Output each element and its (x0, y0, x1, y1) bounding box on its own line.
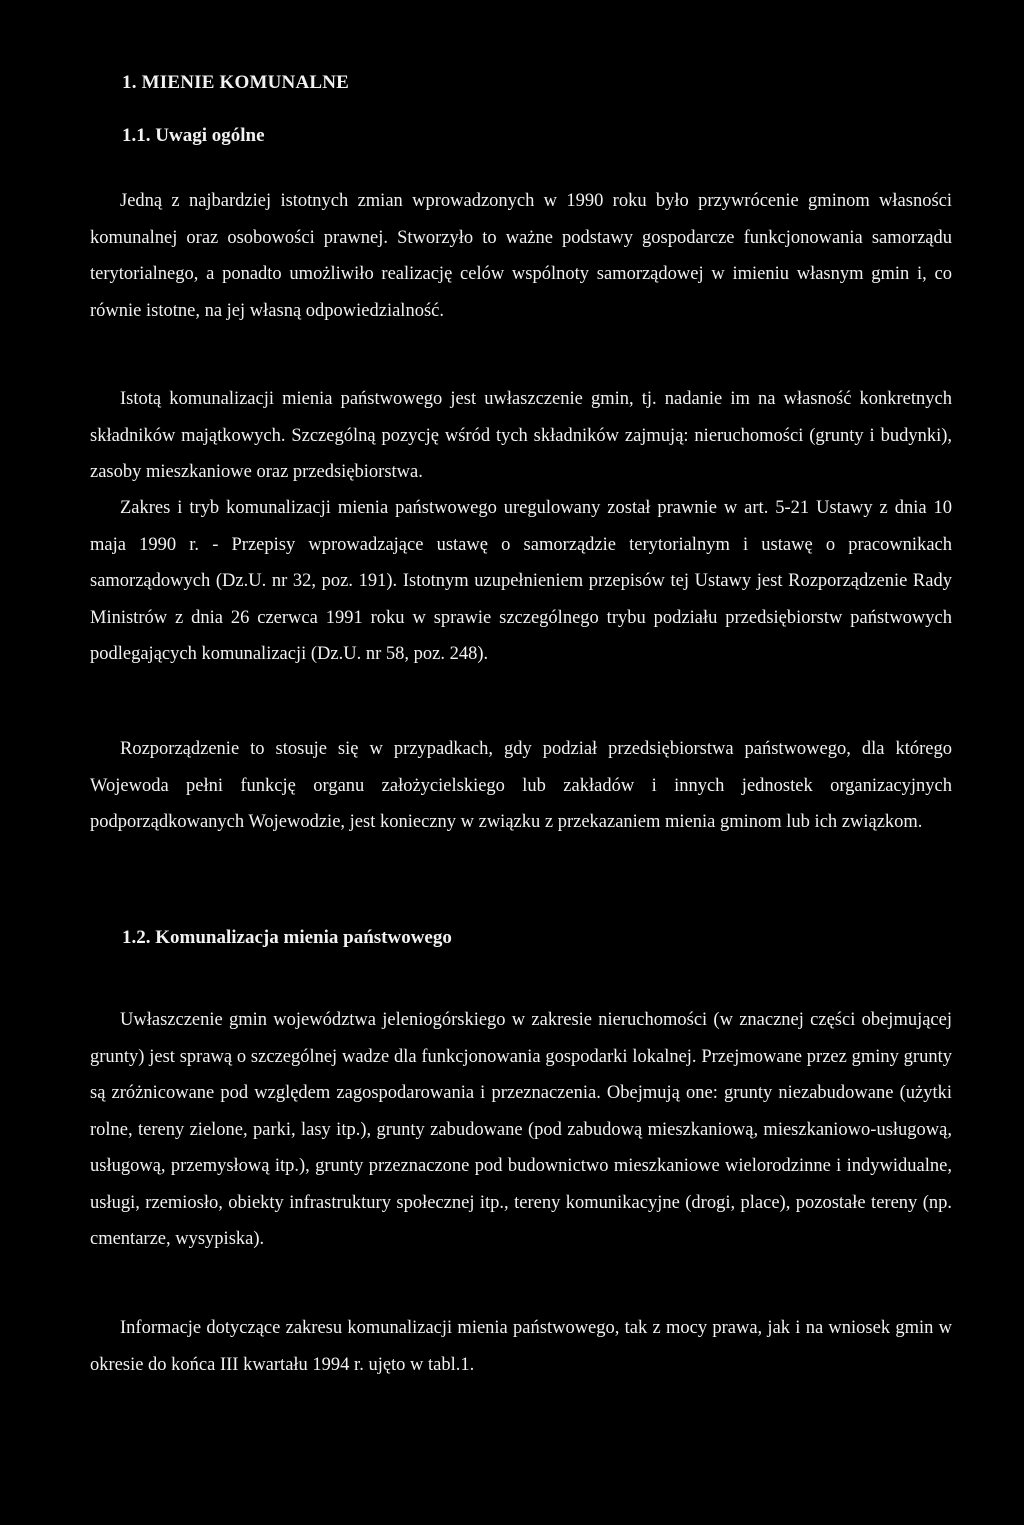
paragraph-regulation-scope: Rozporządzenie to stosuje się w przypadkach, gdy podział przedsiębiorstwa państwowego, dla którego Wojewoda pełni funkcję organu założycielskiego lub zakładów i innych jednostek organizacyjnych podporządkowanych Wojewodzie, jest konieczny w związku z przekazaniem mienia gminom lub ich związkom. (90, 739, 952, 832)
paragraph-communalization-essence: Istotą komunalizacji mienia państwowego jest uwłaszczenie gmin, tj. nadanie im na własność konkretnych składników majątkowych. Szczególną pozycję wśród tych składników zajmują: nieruchomości (grunty i budynki), zasoby mieszkaniowe oraz przedsiębiorstwa. (90, 389, 952, 482)
paragraph-table-reference: Informacje dotyczące zakresu komunalizacji mienia państwowego, tak z mocy prawa, jak i na wniosek gmin w okresie do końca III kwartału 1994 r. ujęto w tabl.1. (90, 1318, 952, 1375)
paragraph-municipal-property-restoration: Jedną z najbardziej istotnych zmian wprowadzonych w 1990 roku było przywrócenie gminom własności komunalnej oraz osobowości prawnej. Stworzyło to ważne podstawy gospodarcze funkcjonowania samorządu terytorialnego, a ponadto umożliwiło realizację celów wspólnoty samorządowej w imieniu własnym gmin i, co równie istotne, na jej własną odpowiedzialność. (90, 191, 952, 321)
paragraph-legal-basis: Zakres i tryb komunalizacji mienia państwowego uregulowany został prawnie w art. 5-21 Ustawy z dnia 10 maja 1990 r. - Przepisy wprowadzające ustawę o samorządzie terytorialnym i ustawę o pracownikach samorządowych (Dz.U. nr 32, poz. 191). Istotnym uzupełnieniem przepisów tej Ustawy jest Rozporządzenie Rady Ministrów z dnia 26 czerwca 1991 roku w sprawie szczególnego trybu podziału przedsiębiorstw państwowych podlegających komunalizacji (Dz.U. nr 58, poz. 248). (90, 498, 952, 664)
section-title: 1. MIENIE KOMUNALNE (122, 72, 350, 93)
subsection-title-communalization: 1.2. Komunalizacja mienia państwowego (122, 927, 452, 948)
subsection-title-general-remarks: 1.1. Uwagi ogólne (122, 125, 265, 146)
paragraph-land-enfranchisement: Uwłaszczenie gmin województwa jeleniogórskiego w zakresie nieruchomości (w znacznej części obejmującej grunty) jest sprawą o szczególnej wadze dla funkcjonowania gospodarki lokalnej. Przejmowane przez gminy grunty są zróżnicowane pod względem zagospodarowania i przeznaczenia. Obejmują one: grunty niezabudowane (użytki rolne, tereny zielone, parki, lasy itp.), grunty zabudowane (pod zabudową mieszkaniową, mieszkaniowo-usługową, usługową, przemysłową itp.), grunty przeznaczone pod budownictwo mieszkaniowe wielorodzinne i indywidualne, usługi, rzemiosło, obiekty infrastruktury społecznej itp., tereny komunikacyjne (drogi, place), pozostałe tereny (np. cmentarze, wysypiska). (90, 1010, 952, 1249)
